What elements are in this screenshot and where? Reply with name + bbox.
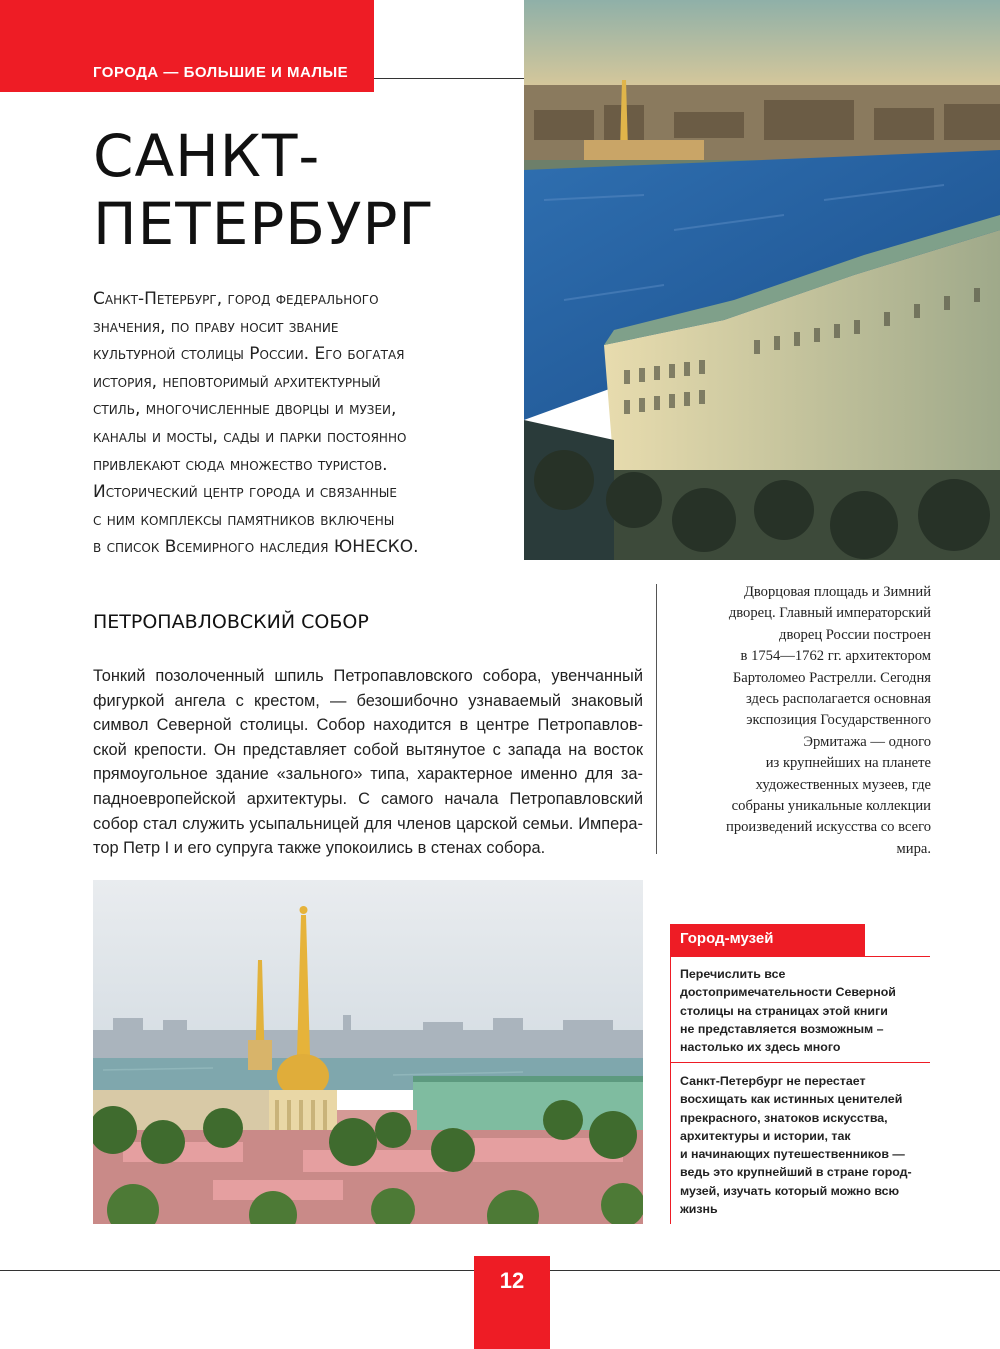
sidebar-line: Санкт-Петербург не перестает <box>680 1074 866 1088</box>
page-title <box>93 122 513 258</box>
cathedral-line: ской крепости. Он представляет собой вытянутое с запада на восток <box>93 740 643 759</box>
sidebar-line: музей, изучать который можно всю <box>680 1183 900 1198</box>
sidebar-line: и начинающих путешественников — <box>680 1147 905 1162</box>
caption-line: произведений искусства со всего <box>726 819 931 836</box>
caption-line: Дворцовая площадь и Зимний <box>743 584 931 600</box>
intro-line: значения, по праву носит звание <box>93 316 339 337</box>
cathedral-line: падноевропейской архитектуры. С самого начала Петропавловский <box>93 789 643 808</box>
caption-line: в 1754—1762 гг. архитектором <box>740 648 931 665</box>
caption-line: художественных музеев, где <box>755 776 931 793</box>
intro-line: в список Всемирного наследия ЮНЕСКО. <box>93 537 419 558</box>
sidebar-line: не представляется возможным – <box>680 1021 884 1036</box>
caption-line: Бартоломео Растрелли. Сегодня <box>732 669 931 686</box>
sidebar-line: ведь это крупнейший в стране город- <box>680 1165 912 1180</box>
sidebar-divider <box>670 1062 930 1063</box>
sidebar-line: Перечислить все <box>680 967 786 981</box>
intro-line: Исторический центр города и связанные <box>93 482 397 503</box>
intro-line: Санкт-Петербург, город федерального <box>93 289 379 309</box>
cathedral-line: тор Петр I и его супруга также упокоились в стенах собора. <box>93 839 546 858</box>
intro-line: стиль, многочисленные дворцы и музеи, <box>93 399 397 420</box>
cathedral-line: собор стал служить усыпальницей для членов царской семьи. Импера- <box>93 814 643 833</box>
intro-paragraph <box>93 286 513 562</box>
page-title-line: САНКТ- <box>93 122 321 190</box>
caption-line: из крупнейших на планете <box>765 755 931 772</box>
page-number: 12 <box>499 1268 525 1293</box>
caption-line: дворец. Главный императорский <box>728 605 931 622</box>
admiralty-photo <box>93 880 643 1224</box>
intro-line: культурной столицы России. Его богатая <box>93 344 405 365</box>
sidebar-rule <box>670 924 671 1224</box>
cathedral-line: прямоугольное здание «зального» типа, характерное именно для за- <box>93 765 643 784</box>
cathedral-paragraph <box>93 664 643 861</box>
section-label: ГОРОДА — БОЛЬШИЕ И МАЛЫЕ <box>93 64 349 81</box>
sidebar-line: восхищать как истинных ценителей <box>680 1092 903 1107</box>
caption-rule <box>656 584 657 854</box>
cathedral-heading: ПЕТРОПАВЛОВСКИЙ СОБОР <box>93 611 369 633</box>
sidebar-block-2 <box>680 1072 912 1218</box>
caption-line: здесь располагается основная <box>746 691 931 708</box>
cathedral-line: символ Северной столицы. Собор находится в центре Петропавлов- <box>93 716 643 735</box>
caption-line: дворец России построен <box>779 626 931 643</box>
sidebar-block-1 <box>680 965 896 1056</box>
sidebar-line: архитектуры и истории, так <box>680 1128 851 1143</box>
sidebar-line: прекрасного, знатоков искусства, <box>680 1110 888 1125</box>
page-title-line: ПЕТЕРБУРГ <box>93 190 435 258</box>
sidebar-line: достопримечательности Северной <box>680 985 896 1000</box>
sidebar-line: столицы на страницах этой книги <box>680 1003 888 1018</box>
intro-line: история, неповторимый архитектурный <box>93 371 381 392</box>
sidebar-line: настолько их здесь много <box>680 1040 841 1055</box>
intro-line: с ним комплексы памятников включены <box>93 509 395 530</box>
winter-palace-photo <box>524 0 1000 560</box>
sidebar-head-line <box>865 956 930 957</box>
caption-line: Эрмитажа — одного <box>803 733 931 750</box>
intro-line: каналы и мосты, сады и парки постоянно <box>93 426 407 447</box>
caption-line: мира. <box>896 840 931 857</box>
sidebar-title: Город-музей <box>680 930 774 947</box>
intro-line: привлекают сюда множество туристов. <box>93 454 388 475</box>
photo-caption <box>666 582 931 860</box>
cathedral-line: Тонкий позолоченный шпиль Петропавловского собора, увенчанный <box>93 667 643 685</box>
cathedral-line: фигуркой ангела с крестом, — безошибочно узнаваемый знаковый <box>93 691 643 710</box>
sidebar-line: жизнь <box>680 1202 718 1217</box>
caption-line: экспозиция Государственного <box>746 712 931 729</box>
caption-line: собраны уникальные коллекции <box>731 798 931 815</box>
